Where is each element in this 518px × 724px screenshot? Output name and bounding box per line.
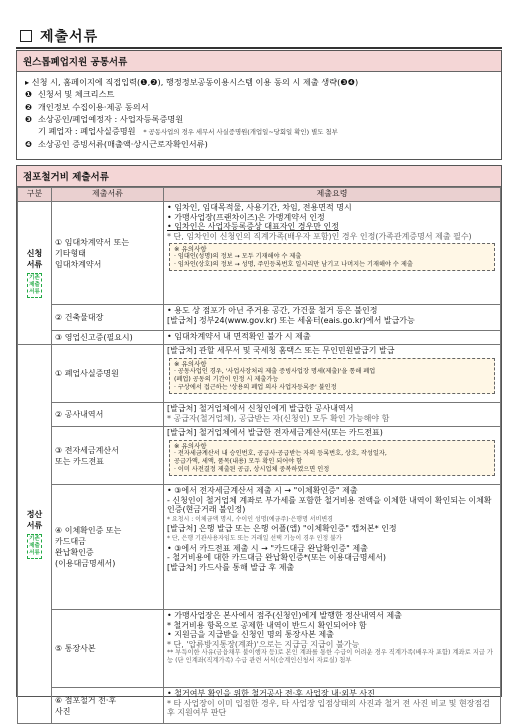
section-header: 점포철거비 제출서류 (17, 166, 501, 187)
document-name: ② 공사내역서 (52, 403, 164, 427)
document-name: ③ 전자세금계산서 또는 카드전표 (52, 427, 164, 485)
table-row (18, 345, 501, 403)
intro-line: ▸ 신청 시, 홈페이지에 직접입력(❶,❷), 행정정보공동이용시스템 이용 동의 시 제출 생략(❸❹) (25, 77, 359, 87)
title-divider (16, 47, 502, 49)
category-cell: 신청 서류 기존 제출 서류 (18, 202, 52, 345)
list-item: ❷ 개인정보 수집이용·제공 동의서 (25, 101, 149, 112)
demolition-documents-section (16, 165, 502, 718)
document-name: ④ 이체확인증 또는 카드대금 완납확인증 (이용대금명세서) (52, 485, 164, 610)
list-item: ❸ 소상공인/폐업예정자 : 사업자등록증명원 (25, 113, 184, 124)
table-header-row (18, 188, 501, 202)
document-name: ⑥ 점포철거 전·후 사진 (52, 688, 164, 724)
documents-table (17, 187, 501, 724)
requirements-cell: • 임대차계약서 내 면적확인 불가 시 제출 (164, 331, 501, 345)
requirements-cell: • ③에서 전자세금계산서 제출 시 → "이체확인증" 제출 - 신청인이 철거업체 계좌로 부가세를 포함한 철거비용 전액을 이체한 내역이 확인되는 이체확인증(현금거래 불인정) * 요청시 : 이체금액 명시, 수이인 성명(예금주)·은행명 서비변경 [발급처] 은행 발급 또는 은행 어플(앱) "이체확인증" 캡쳐본* 인정 * 단, 은행 기관사용자임도 또는 거래일 선택 기능이 경우 인정 불가 • ③에서 카드전표 제출 시 → "카드대금 완납확인증" 제출 - 철거비용에 대한 카드대금 완납확인증*(또는 이용대금명세서) [발급처] 카드사를 통해 발급 후 제출 (164, 485, 501, 610)
document-name: ② 건축물대장 (52, 305, 164, 331)
page-title: 제출서류 (20, 26, 98, 46)
document-name: ① 폐업사실증명원 (52, 345, 164, 403)
requirements-cell: [발급처] 철거업체에서 신청인에게 발급한 공사내역서 * 공급자(철거업체), 공급받는 자(신청인) 모두 확인 가능해야 함 (164, 403, 501, 427)
note-box: ※ 유의사항 · 임대인(성명)의 정보 → 모두 기재해야 수 제출 · 임차인(상호)의 정보 → 성명, 주민등록번호 일시리만 남기고 나머지는 기재해야 수 제출 (169, 243, 495, 271)
column-header: 구분 (18, 188, 52, 202)
stamp-badge: 기존 제출 서류 (27, 273, 42, 298)
column-header: 제출요령 (164, 188, 501, 202)
checkbox-icon (20, 30, 32, 42)
document-name: ⑤ 통장사본 (52, 610, 164, 688)
table-row (18, 688, 501, 724)
requirements-cell: • 가맹사업장은 본사에서 점주(신청인)에게 발행한 정산내역서 제출 * 철거비용 항목으로 공제한 내역이 반드시 확인되어야 함 • 지원금을 지급받을 신청인 명의 통장사본 제출 * 단, '압류방지통장(계좌)'으로는 지급금 지급이 불가능 ** 부득이한 사유(금융채무 불이행자 등)로 본인 계좌를 통한 수급이 어려운 경우 직계가족(배우자 포함) 계좌로 지급 가능 (단 인계좌(직계가족) 수급 관련 서식(승계인신청서 자료실) 첨부 (164, 610, 501, 688)
table-row (18, 610, 501, 688)
requirements-cell: [발급처] 철거업체에서 발급한 전자세금계산서(또는 카드전표) ※ 유의사항 · 전자세금계산서 내 승인번호, 공급사·공급받는 자의 등록번호, 상호, 작성일자, 공급가액, 세액, 품목(내용) 모두 확인 되어야 함 · 이미 사전결정 제출된 공급, 상시업체 중복하였으면 인정 (164, 427, 501, 485)
note-box: ※ 유의사항 · 전자세금계산서 내 승인번호, 공급사·공급받는 자의 등록번호, 상호, 작성일자, 공급가액, 세액, 품목(내용) 모두 확인 되어야 함 · 이미 사전결정 제출된 공급, 상시업체 중복하였으면 인정 (169, 440, 495, 476)
table-row (18, 305, 501, 331)
document-name: ③ 영업신고증(필요시) (52, 331, 164, 345)
arrow-icon: ▸ (25, 77, 32, 87)
document-name: ① 임대차계약서 또는 기타형태 임대차계약서 (52, 202, 164, 305)
table-row (18, 403, 501, 427)
list-item: ❶ 신청서 및 체크리스트 (25, 89, 115, 100)
table-row (18, 202, 501, 305)
column-header: 제출서류 (52, 188, 164, 202)
common-documents-section (16, 50, 502, 160)
stamp-badge: 기존 제출 서류 (27, 534, 42, 559)
table-row (18, 485, 501, 610)
note-box: ※ 유의사항 · 공동사업인 경우, '사업사장처리 제출 증빙사업장 명세(제출)'을 통해 폐업 (폐업) 공동의 기간이 인정 시 제출가능 · 구상에서 접근하는 '상용의 폐업 의사 사업자등록증' 불인정 (169, 358, 495, 394)
list-item: ❹ 소상공인 증빙서류(매출액·상시근로자확인서류) (25, 139, 208, 150)
table-row (18, 331, 501, 345)
list-item: 기 폐업자 : 폐업사실증명원 * 공동사업의 경우 세무서 사실증명원(개업일~당회일 확인) 별도 첨부 (38, 126, 338, 137)
section-header: 원스톱폐업지원 공통서류 (17, 51, 501, 72)
requirements-cell: [발급처] 관할 세무서 및 국세청 홈택스 또는 무인민원발급기 발급 ※ 유의사항 · 공동사업인 경우, '사업사장처리 제출 증빙사업장 명세(제출)'을 통해 폐업 (폐업) 공동의 기간이 인정 시 제출가능 · 구상에서 접근하는 '상용의 폐업 의사 사업자등록증' 불인정 (164, 345, 501, 403)
requirements-cell: • 철거여부 확인을 위한 철거공사 전·후 사업장 내·외부 사진 * 타 사업장이 이미 입점한 경우, 타 사업장 입점상태의 사진과 철거 전 사진 비교 및 현장점검 후 지원여부 판단 (164, 688, 501, 724)
requirements-cell: • 임차인, 임대목적물, 사용기간, 차임, 전용면적 명시 • 가맹사업장(프랜차이즈)은 가맹계약서 인정 • 임차인은 사업자등록증상 대표자인 경우만 인정 * 단, 임차인이 신청인의 직계가족(배우자 포함)인 경우 인정(가족관계증명서 제출 필수) ※ 유의사항 · 임대인(성명)의 정보 → 모두 기재해야 수 제출 · 임차인(상호)의 정보 → 성명, 주민등록번호 일시리만 남기고 나머지는 기재해야 수 제출 (164, 202, 501, 305)
requirements-cell: • 용도 상 점포가 아닌 주거용 공간, 가건물 철거 등은 불인정 [발급처] 정부24(www.gov.kr) 또는 세움터(eais.go.kr)에서 발급가능 (164, 305, 501, 331)
table-row (18, 427, 501, 485)
category-cell: 정산 서류 기존 제출 서류 (18, 345, 52, 724)
